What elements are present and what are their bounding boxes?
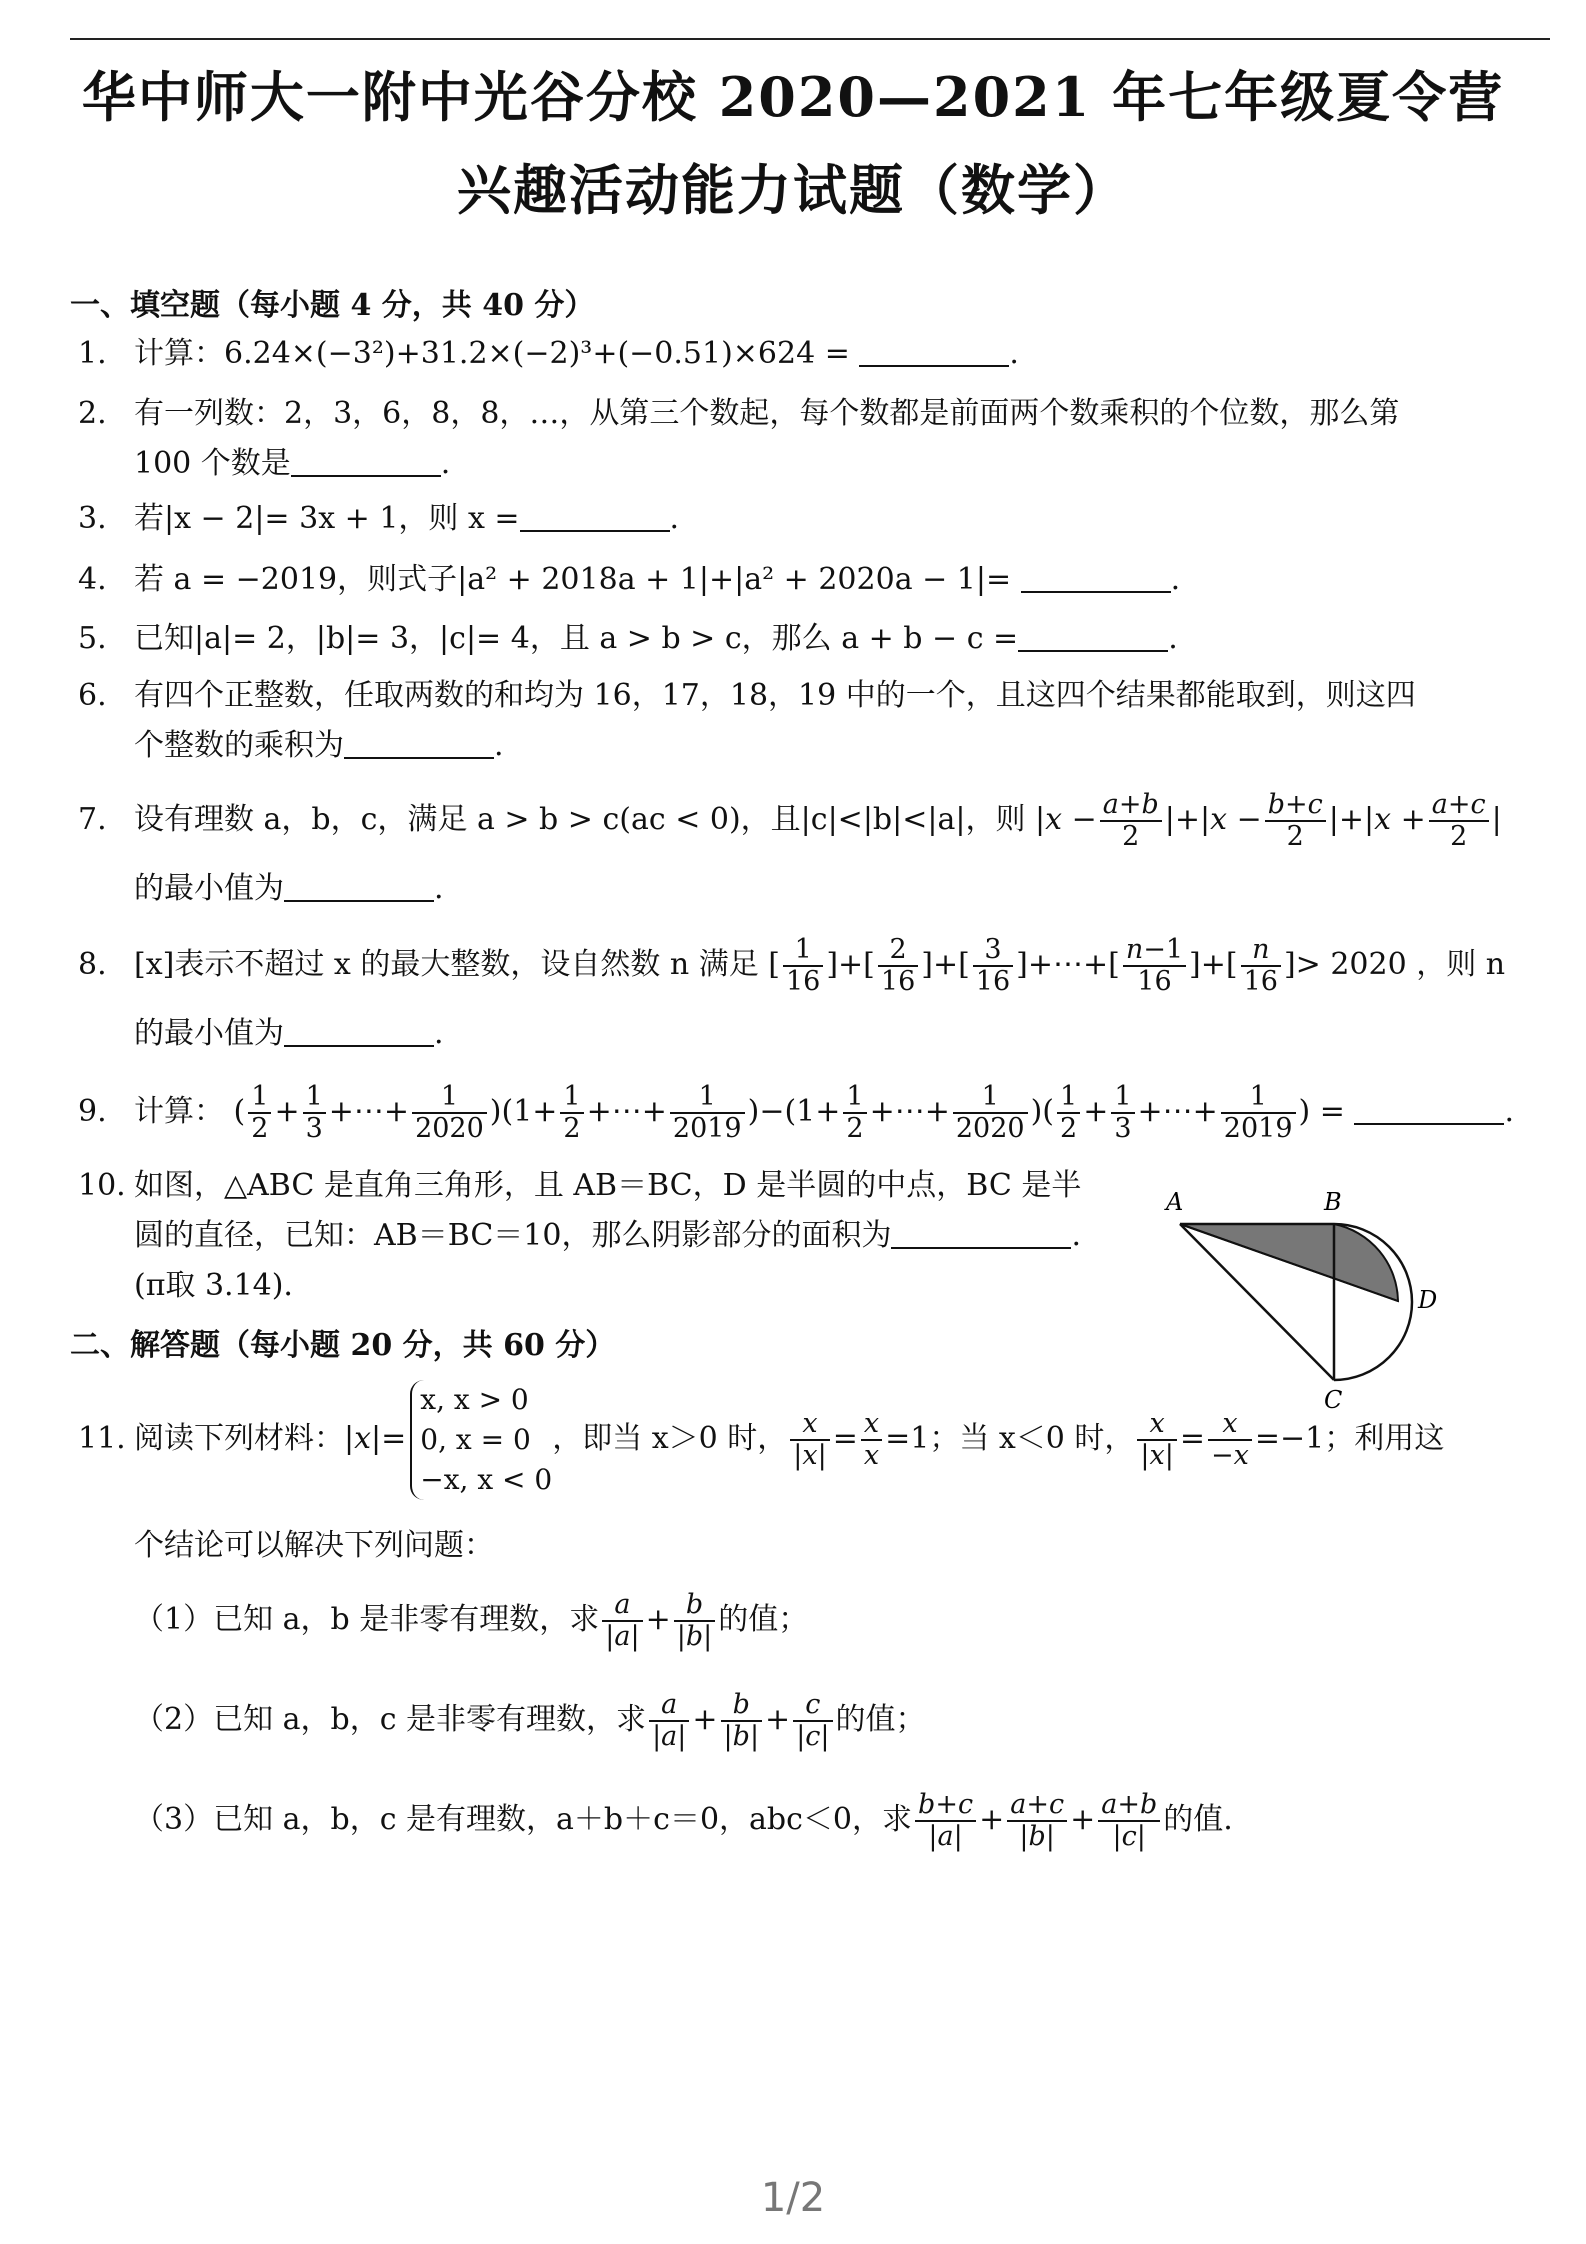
question-text: 计算： (134, 1094, 224, 1129)
question-text: 有一列数：2，3，6，8，8，…，从第三个数起，每个数都是前面两个数乘积的个位数，那么第 (134, 396, 1400, 431)
part-text-end: 的值. (1163, 1802, 1233, 1837)
title-line-2: 兴趣活动能力试题（数学） (457, 158, 1129, 222)
question-number: 6. (78, 678, 107, 713)
question-text: [x]表示不超过 x 的最大整数，设自然数 n 满足 (134, 947, 759, 982)
question-5: 5. 已知|a|= 2，|b|= 3，|c|= 4，且 a > b > c，那么 a + b − c = . (78, 615, 1178, 663)
question-number: 2. (78, 396, 107, 431)
label-a: A (1166, 1188, 1184, 1216)
answer-blank[interactable] (1354, 1093, 1504, 1125)
section-1-heading: 一、填空题（每小题 4 分，共 40 分） (70, 288, 595, 323)
part-text: （2）已知 a，b，c 是非零有理数，求 (134, 1702, 647, 1737)
part-text-end: 的值； (835, 1702, 926, 1737)
formula: ( $\frac{1}{2}$ + $\frac{1}{3}$ +⋯+ $\frac{1}{2020}$ )(1+ $\frac{1}{2}$ +⋯+ $\frac{1}{2019}$ )−(1+ $\frac{1}{2}$ +⋯+ $\frac{1}{2020}$ )( $\frac{1}{2}$ + $\frac{1}{3}$ +⋯+ $\frac{1}{2019}$ ) = (233, 1081, 1345, 1144)
answer-blank[interactable] (859, 335, 1009, 367)
piecewise-brace (410, 1380, 552, 1500)
question-6 (78, 672, 1416, 720)
question-2 (78, 390, 1399, 438)
formula: [ $\frac{1}{16}$ ]+[ $\frac{2}{16}$ ]+[ $\frac{3}{16}$ ]+⋯+[ $\frac{n-1}{16}$ ]+[ $\frac{n}{16}$ ] (768, 934, 1296, 997)
question-text: 如图，△ABC 是直角三角形，且 AB＝BC，D 是半圆的中点，BC 是半 (134, 1168, 1082, 1203)
question-7-cont: 的最小值为 . (134, 871, 444, 906)
question-number: 8. (78, 947, 107, 982)
question-text: 圆的直径，已知：AB＝BC＝10，那么阴影部分的面积为 (134, 1218, 892, 1253)
question-11-part-2: （2）已知 a，b，c 是非零有理数，求 $\frac{a}{|a|}$ + $\frac{b}{|b|}$ + $\frac{c}{|c|}$ 的值； (134, 1689, 926, 1752)
label-b: B (1324, 1188, 1342, 1216)
question-number: 3. (78, 501, 107, 536)
answer-blank[interactable] (891, 1217, 1071, 1249)
question-10-cont-2: (π取 3.14)． (134, 1268, 314, 1303)
part-text-end: 的值； (718, 1602, 809, 1637)
answer-blank[interactable] (520, 500, 670, 532)
question-8-cont: 的最小值为 . (134, 1016, 444, 1051)
answer-blank[interactable] (1018, 620, 1168, 652)
question-3: 3. 若|x − 2|= 3x + 1，则 x = . (78, 495, 679, 543)
title-line-1: 华中师大一附中光谷分校 2020—2021 年七年级夏令营 (81, 65, 1505, 129)
question-number: 10. (78, 1168, 126, 1203)
question-text: 已知|a|= 2，|b|= 3，|c|= 4，且 a > b > c，那么 a + b − c = (134, 621, 1019, 656)
question-text: 阅读下列材料： (134, 1421, 344, 1456)
question-text: 设有理数 a，b，c，满足 a > b > c(ac < 0)，且|c|<|b|<|a|，则 (134, 802, 1026, 837)
top-rule (70, 38, 1550, 40)
part-text: （3）已知 a，b，c 是有理数，a＋b＋c＝0，abc＜0，求 (134, 1802, 913, 1837)
question-number: 11. (78, 1421, 126, 1456)
question-text: 的最小值为 (134, 1016, 284, 1051)
label-c: C (1324, 1386, 1343, 1410)
case-3: −x, x < 0 (420, 1463, 553, 1496)
question-text: 个整数的乘积为 (134, 728, 344, 763)
question-number: 4. (78, 562, 107, 597)
question-text-tail: > 2020 ，则 n (1295, 947, 1506, 982)
answer-blank[interactable] (1021, 561, 1171, 593)
question-text: 计算：6.24×(−3²)+31.2×(−2)³+(−0.51)×624 = (134, 336, 850, 371)
section-2-heading: 二、解答题（每小题 20 分，共 60 分） (70, 1328, 616, 1363)
text-mid-2: ；当 x＜0 时， (929, 1421, 1135, 1456)
question-number: 1. (78, 336, 107, 371)
label-d: D (1418, 1286, 1438, 1314)
text-mid-1: ，即当 x＞0 时， (552, 1421, 788, 1456)
question-9: 9. 计算： ( $\frac{1}{2}$ + $\frac{1}{3}$ +⋯+ $\frac{1}{2020}$ )(1+ $\frac{1}{2}$ +⋯+ $\frac{1}{2019}$ )−(1+ $\frac{1}{2}$ +⋯+ $\frac{1}{2020}$ )( $\frac{1}{2}$ + $\frac{1}{3}$ +⋯+ $\frac{1}{2019}$ ) = . (78, 1081, 1514, 1144)
question-10 (78, 1162, 1081, 1210)
answer-blank[interactable] (344, 727, 494, 759)
question-number: 7. (78, 802, 107, 837)
question-11-part-1: （1）已知 a，b 是非零有理数，求 $\frac{a}{|a|}$ + $\frac{b}{|b|}$ 的值； (134, 1589, 809, 1652)
question-2-cont: 100 个数是 . (134, 446, 451, 481)
page-indicator: 1/2 (760, 2175, 826, 2221)
question-6-cont: 个整数的乘积为 . (134, 728, 504, 763)
answer-blank[interactable] (291, 445, 441, 477)
answer-blank[interactable] (284, 1015, 434, 1047)
question-11: 11. 阅读下列材料：|x|= x, x > 0 0, x = 0 −x, x < 0 ，即当 x＞0 时， $\frac{x}{|x|}$ = $\frac{x}{x}$ =1；当 x＜0 时， $\frac{x}{|x|}$ = $\frac{x}{-x}$ =−1；利用这 (78, 1380, 1444, 1500)
question-11-cont: 个结论可以解决下列问题： (134, 1528, 494, 1563)
question-text: 的最小值为 (134, 871, 284, 906)
question-7 (78, 790, 1502, 852)
question-8 (78, 935, 1505, 997)
part-text: （1）已知 a，b 是非零有理数，求 (134, 1602, 600, 1637)
case-1: x, x > 0 (420, 1383, 529, 1416)
question-number: 5. (78, 621, 107, 656)
question-10-cont: 圆的直径，已知：AB＝BC＝10，那么阴影部分的面积为 . (134, 1218, 1081, 1253)
answer-blank[interactable] (284, 870, 434, 902)
case-2: 0, x = 0 (420, 1423, 531, 1456)
question-1: 1. 计算：6.24×(−3²)+31.2×(−2)³+(−0.51)×624 = . (78, 330, 1019, 378)
triangle-semicircle-figure (1160, 1180, 1460, 1410)
text-mid-3: ；利用这 (1324, 1421, 1445, 1456)
formula: |x − $\frac{a+b}{2}$ |+|x − $\frac{b+c}{2}$ |+|x + $\frac{a+c}{2}$ | (1035, 789, 1502, 852)
question-4: 4. 若 a = −2019，则式子|a² + 2018a + 1|+|a² + 2020a − 1|= . (78, 556, 1180, 604)
question-text: 有四个正整数，任取两数的和均为 16，17，18，19 中的一个，且这四个结果都能取到，则这四 (134, 678, 1416, 713)
question-number: 9. (78, 1094, 107, 1129)
question-text: 若 a = −2019，则式子|a² + 2018a + 1|+|a² + 2020a − 1|= (134, 562, 1012, 597)
question-11-part-3: （3）已知 a，b，c 是有理数，a＋b＋c＝0，abc＜0，求 $\frac{b+c}{|a|}$ + $\frac{a+c}{|b|}$ + $\frac{a+b}{|c|}$ 的值. (134, 1789, 1233, 1852)
question-text: 若|x − 2|= 3x + 1，则 x = (134, 501, 520, 536)
question-text: 100 个数是 (134, 446, 291, 481)
